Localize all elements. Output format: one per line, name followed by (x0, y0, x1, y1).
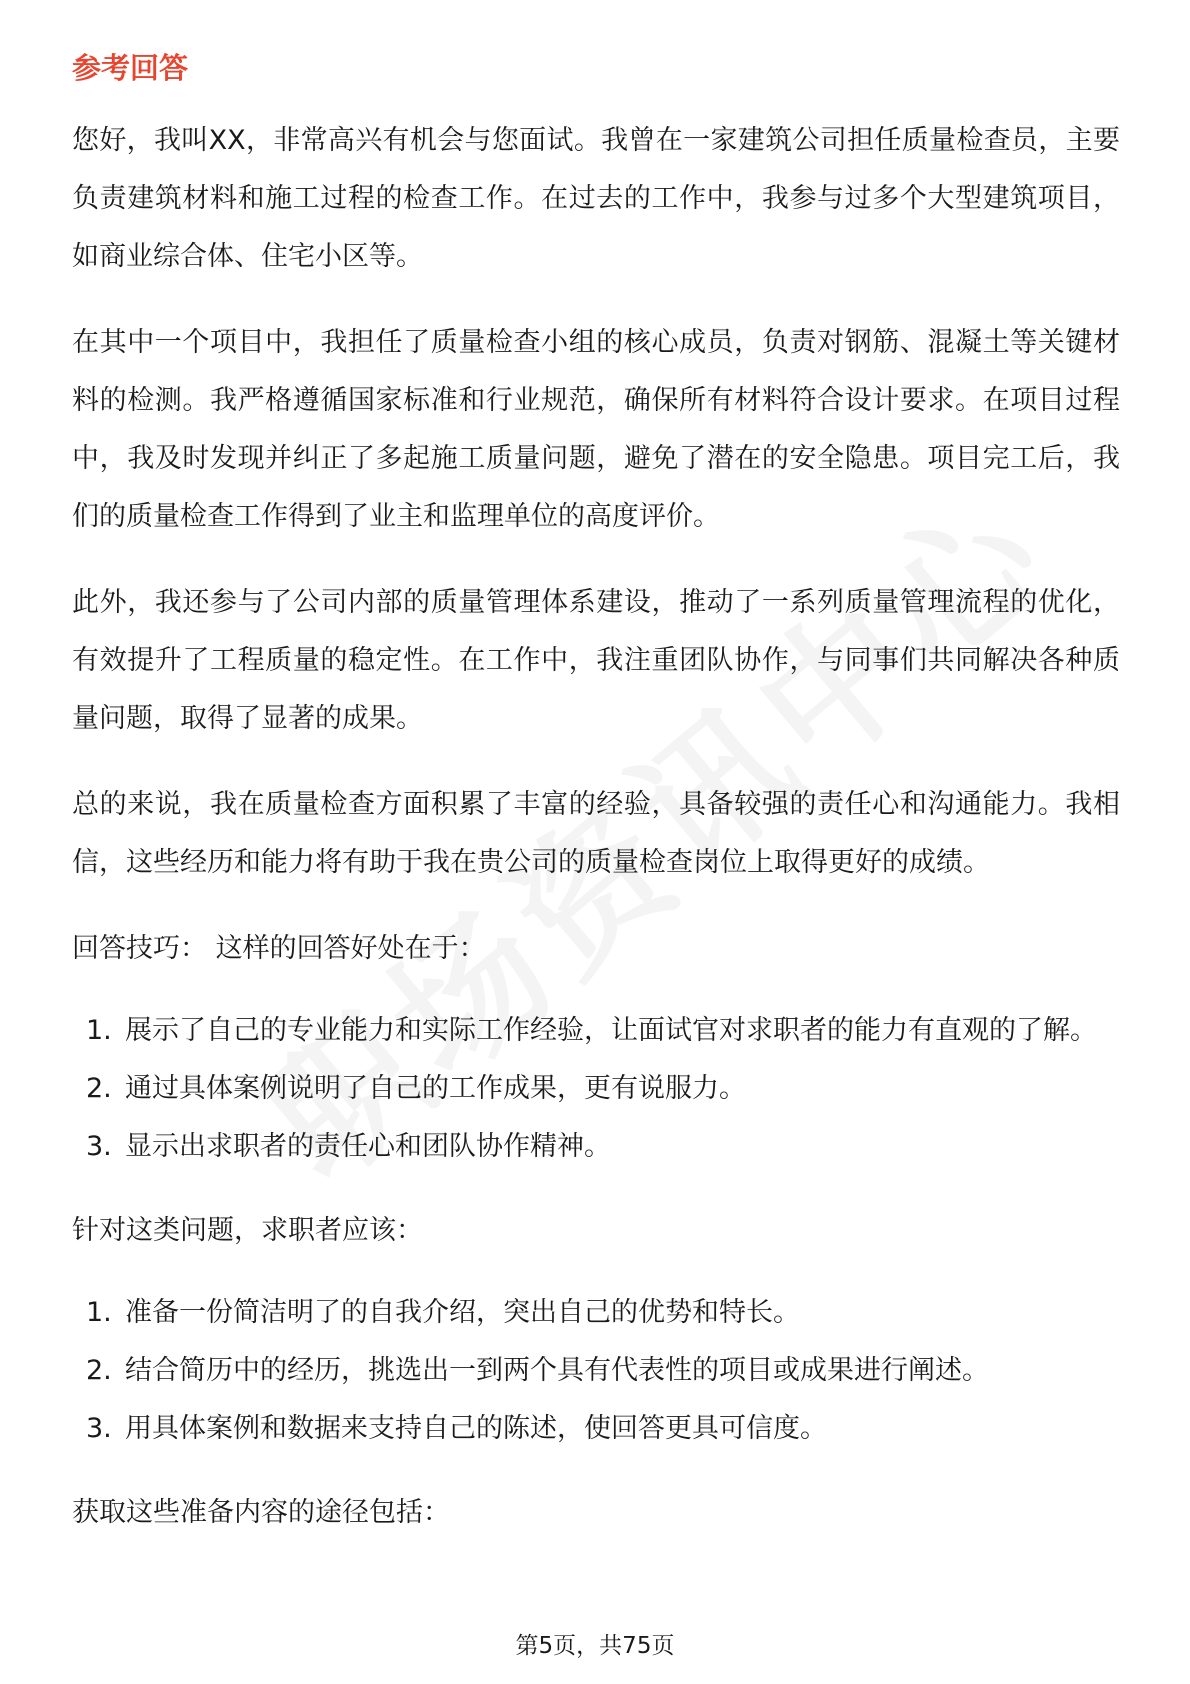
page-number: 第5页，共75页 (515, 1633, 675, 1659)
document-page (72, 48, 1120, 1566)
list-number: 3. (86, 1131, 112, 1162)
list-text: 结合简历中的经历，挑选出一到两个具有代表性的项目或成果进行阐述。 (125, 1355, 989, 1386)
list-item (72, 1118, 1120, 1176)
list-number: 1. (86, 1015, 112, 1046)
answer-paragraph-2: 在其中一个项目中，我担任了质量检查小组的核心成员，负责对钢筋、混凝土等关键材料的检测。我严格遵循国家标准和行业规范，确保所有材料符合设计要求。在项目过程中，我及时发现并纠正了多起施工质量问题，避免了潜在的安全隐患。项目完工后，我们的质量检查工作得到了业主和监理单位的高度评价。 (72, 327, 1120, 532)
list-text: 通过具体案例说明了自己的工作成果，更有说服力。 (125, 1073, 746, 1104)
list-text: 准备一份简洁明了的自我介绍，突出自己的优势和特长。 (125, 1297, 800, 1328)
list-item (72, 1342, 1120, 1400)
should-label: 针对这类问题，求职者应该： (72, 1215, 423, 1246)
section-title: 参考回答 (72, 51, 189, 85)
list-number: 2. (86, 1073, 112, 1104)
list-text: 用具体案例和数据来支持自己的陈述，使回答更具可信度。 (125, 1413, 827, 1444)
list-text: 展示了自己的专业能力和实际工作经验，让面试官对求职者的能力有直观的了解。 (125, 1015, 1097, 1046)
should-list (72, 1284, 1120, 1458)
list-item (72, 1284, 1120, 1342)
answer-paragraph-3: 此外，我还参与了公司内部的质量管理体系建设，推动了一系列质量管理流程的优化，有效提升了工程质量的稳定性。在工作中，我注重团队协作，与同事们共同解决各种质量问题，取得了显著的成果。 (72, 587, 1120, 734)
list-number: 2. (86, 1355, 112, 1386)
list-number: 1. (86, 1297, 112, 1328)
tips-list (72, 1002, 1120, 1176)
list-item (72, 1400, 1120, 1458)
answer-paragraph-4: 总的来说，我在质量检查方面积累了丰富的经验，具备较强的责任心和沟通能力。我相信，这些经历和能力将有助于我在贵公司的质量检查岗位上取得更好的成绩。 (72, 789, 1120, 878)
list-item (72, 1002, 1120, 1060)
list-text: 显示出求职者的责任心和团队协作精神。 (125, 1131, 611, 1162)
answer-paragraph-1: 您好，我叫XX，非常高兴有机会与您面试。我曾在一家建筑公司担任质量检查员，主要负责建筑材料和施工过程的检查工作。在过去的工作中，我参与过多个大型建筑项目，如商业综合体、住宅小区等。 (72, 125, 1120, 272)
tips-label: 回答技巧： 这样的回答好处在于： (72, 933, 486, 964)
list-number: 3. (86, 1413, 112, 1444)
ways-label: 获取这些准备内容的途径包括： (72, 1497, 450, 1528)
list-item (72, 1060, 1120, 1118)
